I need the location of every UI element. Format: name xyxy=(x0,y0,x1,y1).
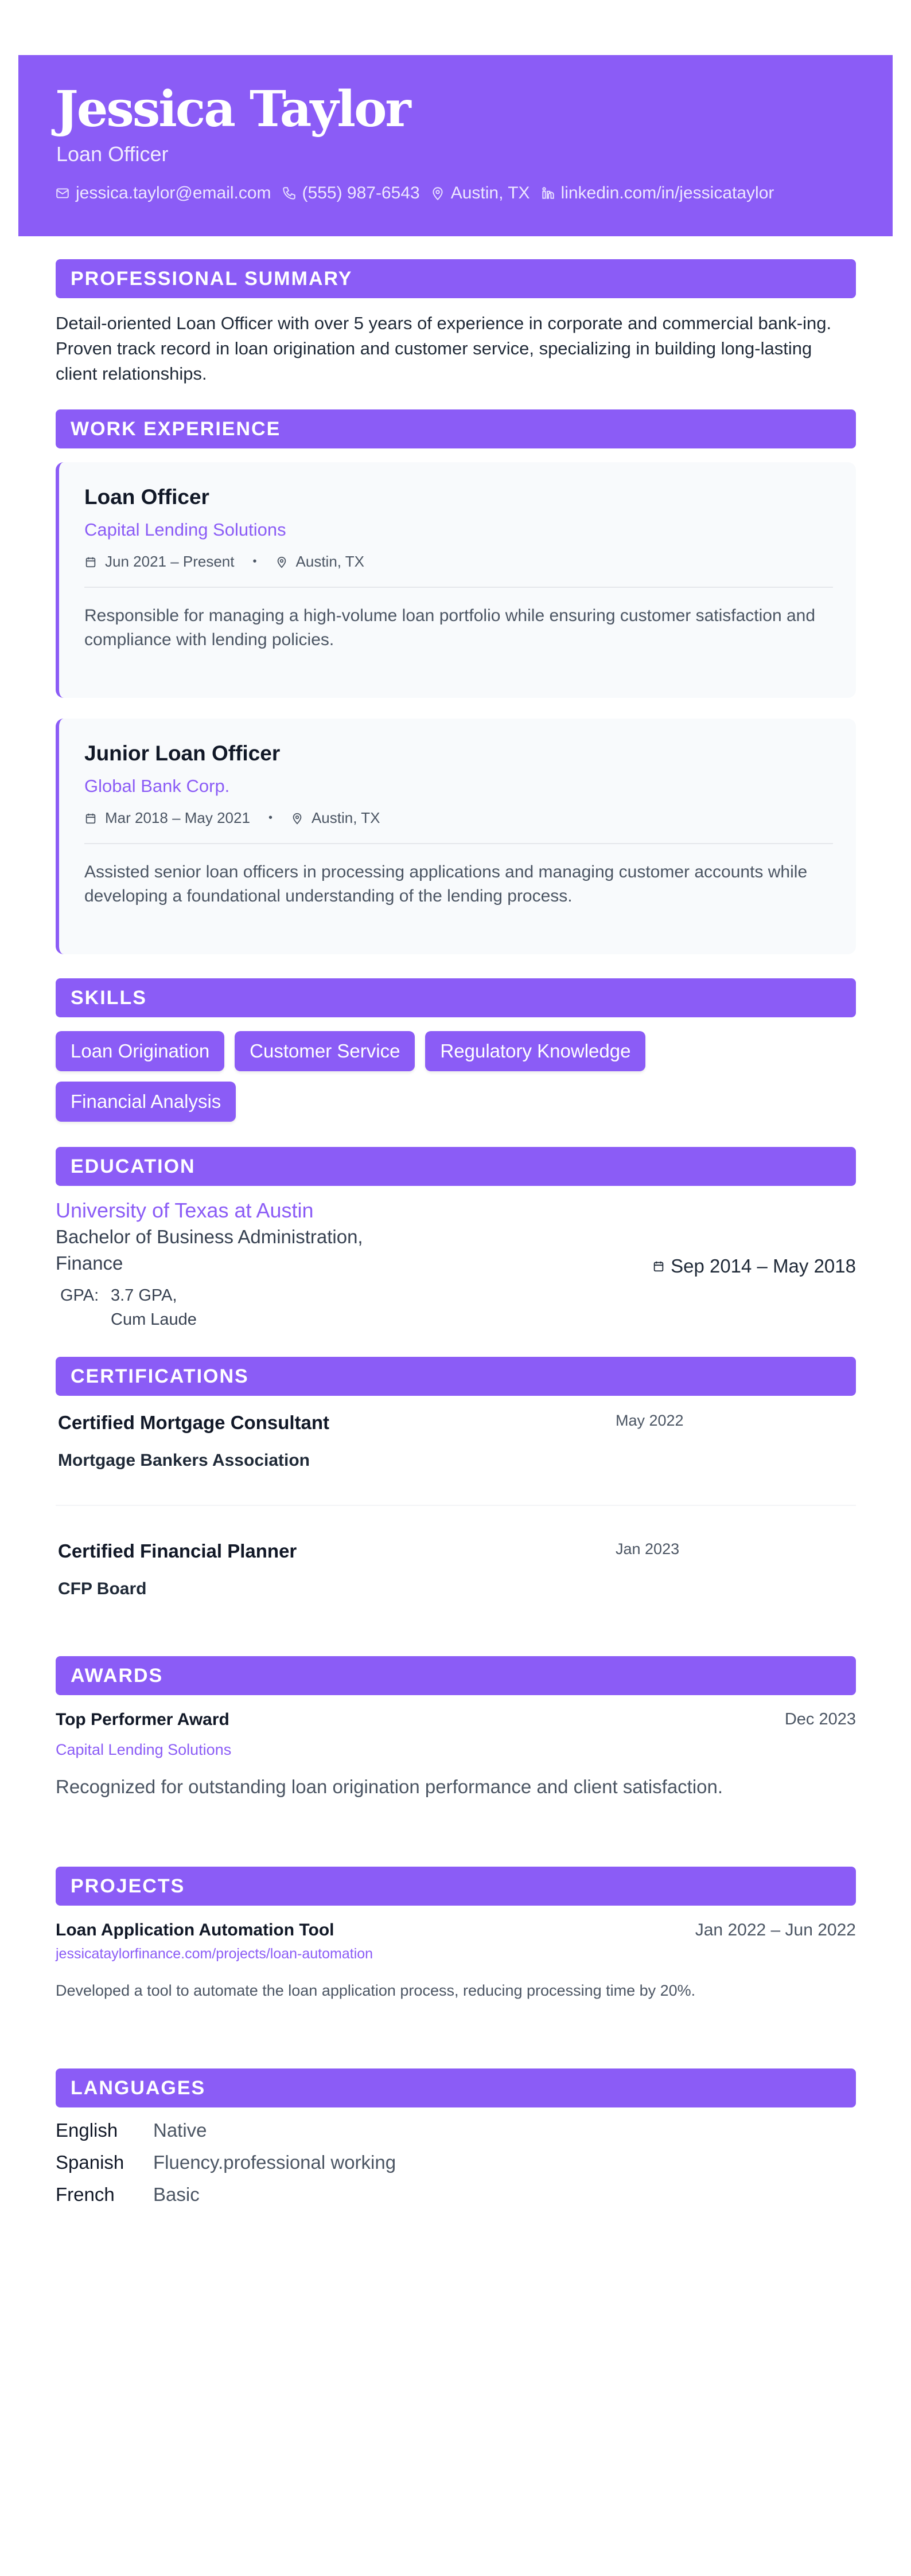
separator-dot: • xyxy=(268,811,272,824)
certification-name: Certified Financial Planner xyxy=(58,1540,297,1562)
project-description: Developed a tool to automate the loan application process, reducing processing time by 20%. xyxy=(56,1982,696,1999)
language-name: French xyxy=(56,2184,115,2205)
language-entry xyxy=(56,2184,856,2205)
project-link[interactable]: jessicataylorfinance.com/projects/loan-automation xyxy=(56,1946,373,1962)
award-entry xyxy=(56,1710,856,1730)
language-name: English xyxy=(56,2120,118,2141)
award-date: Dec 2023 xyxy=(784,1710,856,1728)
calendar-icon xyxy=(84,811,97,825)
job-company: Capital Lending Solutions xyxy=(84,520,286,540)
skill-tag: Financial Analysis xyxy=(56,1082,236,1122)
certification-entry xyxy=(56,1396,856,1470)
skill-tag: Regulatory Knowledge xyxy=(425,1031,645,1071)
resume-body xyxy=(56,259,856,2205)
mail-icon xyxy=(55,186,70,201)
skill-list xyxy=(56,1031,687,1122)
job-company: Global Bank Corp. xyxy=(84,776,230,796)
award-description: Recognized for outstanding loan origination performance and client satisfaction. xyxy=(56,1776,723,1797)
calendar-icon xyxy=(84,555,97,569)
language-level: Fluency.professional working xyxy=(153,2152,396,2173)
project-dates: Jan 2022 – Jun 2022 xyxy=(695,1921,856,1939)
language-level: Basic xyxy=(153,2184,200,2205)
skills-section xyxy=(56,978,856,1122)
email-text: jessica.taylor@email.com xyxy=(76,184,271,202)
job-dates: Mar 2018 – May 2021 xyxy=(105,809,250,826)
candidate-title: Loan Officer xyxy=(56,142,169,166)
section-heading-projects: PROJECTS xyxy=(56,1867,856,1906)
gpa xyxy=(56,1283,411,1332)
awards-section xyxy=(56,1656,856,1798)
contact-location xyxy=(430,184,530,203)
summary-text: Detail-oriented Loan Officer with over 5 years of experience in corporate and commercial bank-ing. Proven track record in loan origination and customer service, specializing in building long-lasting client relationships. xyxy=(56,313,832,384)
certification-issuer: Mortgage Bankers Association xyxy=(58,1451,310,1470)
section-heading-awards: AWARDS xyxy=(56,1656,856,1695)
section-heading-languages: LANGUAGES xyxy=(56,2068,856,2107)
project-title: Loan Application Automation Tool xyxy=(56,1921,334,1939)
school-name: University of Texas at Austin xyxy=(56,1199,314,1222)
linkedin-icon xyxy=(540,186,555,201)
award-title: Top Performer Award xyxy=(56,1710,229,1729)
calendar-icon xyxy=(652,1259,665,1273)
education-entry xyxy=(56,1199,856,1332)
job-meta xyxy=(84,809,833,827)
section-heading-experience: WORK EXPERIENCE xyxy=(56,409,856,448)
summary-section xyxy=(56,259,856,387)
experience-section xyxy=(56,409,856,954)
education-section xyxy=(56,1147,856,1332)
gpa-honors: Cum Laude xyxy=(111,1310,197,1329)
phone-icon xyxy=(282,186,297,201)
gpa-value: 3.7 GPA, xyxy=(111,1286,177,1305)
certification-date: Jan 2023 xyxy=(616,1540,680,1558)
job-title: Junior Loan Officer xyxy=(84,741,281,765)
education-date-text: Sep 2014 – May 2018 xyxy=(671,1255,856,1277)
location-icon xyxy=(275,555,288,569)
section-heading-summary: PROFESSIONAL SUMMARY xyxy=(56,259,856,298)
job-meta xyxy=(84,553,833,571)
divider xyxy=(84,587,833,588)
contact-email[interactable] xyxy=(55,184,271,203)
education-dates xyxy=(652,1201,856,1332)
linkedin-text: linkedin.com/in/jessicataylor xyxy=(560,184,774,202)
projects-section xyxy=(56,1867,856,2000)
language-name: Spanish xyxy=(56,2152,124,2173)
project-entry xyxy=(56,1921,856,1940)
award-organization: Capital Lending Solutions xyxy=(56,1741,232,1758)
degree: Bachelor of Business Administration, Finance xyxy=(56,1226,363,1274)
candidate-name: Jessica Taylor xyxy=(55,80,410,138)
gpa-label: GPA: xyxy=(60,1286,99,1305)
resume-header xyxy=(18,55,893,236)
contact-phone[interactable] xyxy=(282,184,420,203)
skill-tag: Customer Service xyxy=(235,1031,415,1071)
job-location: Austin, TX xyxy=(311,809,380,826)
job-title: Loan Officer xyxy=(84,485,209,509)
section-heading-certifications: CERTIFICATIONS xyxy=(56,1357,856,1396)
certification-date: May 2022 xyxy=(616,1412,684,1429)
skill-tag: Loan Origination xyxy=(56,1031,224,1071)
job-description: Responsible for managing a high-volume loan portfolio while ensuring customer satisfaction and compliance with lending policies. xyxy=(84,606,816,649)
job-description: Assisted senior loan officers in processing applications and managing customer accounts while developing a foundational understanding of the lending process. xyxy=(84,862,808,905)
certification-issuer: CFP Board xyxy=(58,1579,147,1598)
contact-list xyxy=(55,184,774,203)
location-icon xyxy=(430,186,445,201)
phone-text: (555) 987-6543 xyxy=(302,184,420,202)
job-dates: Jun 2021 – Present xyxy=(105,553,235,570)
section-heading-education: EDUCATION xyxy=(56,1147,856,1186)
divider xyxy=(84,843,833,844)
job-card xyxy=(56,719,856,954)
contact-linkedin[interactable] xyxy=(540,184,774,203)
certification-entry xyxy=(56,1506,856,1599)
job-card xyxy=(56,462,856,698)
language-entry xyxy=(56,2120,856,2141)
job-location: Austin, TX xyxy=(295,553,364,570)
certification-name: Certified Mortgage Consultant xyxy=(58,1412,330,1433)
languages-section xyxy=(56,2068,856,2205)
location-icon xyxy=(291,811,303,825)
certifications-section xyxy=(56,1357,856,1599)
separator-dot: • xyxy=(252,555,257,568)
language-level: Native xyxy=(153,2120,207,2141)
language-entry xyxy=(56,2152,856,2173)
section-heading-skills: SKILLS xyxy=(56,978,856,1017)
location-text: Austin, TX xyxy=(450,184,530,202)
